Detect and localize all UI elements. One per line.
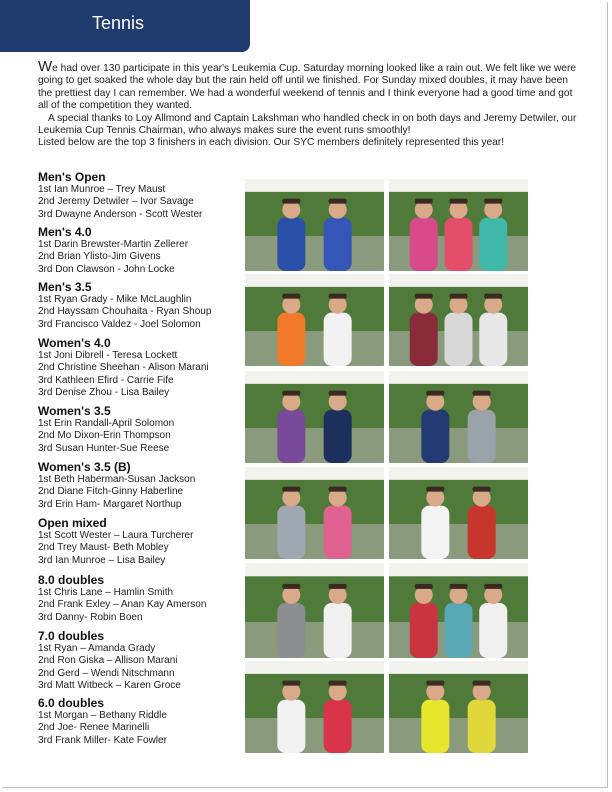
result-line: 3rd Francisco Valdez - Joel Solomon bbox=[38, 318, 201, 330]
result-line: 2nd Christine Sheehan - Alison Marani bbox=[38, 362, 209, 374]
result-line: 2nd Frank Exley – Anan Kay Amerson bbox=[38, 599, 207, 611]
division-open-mixed bbox=[38, 516, 243, 567]
result-line: 2nd Brian Ylisto-Jim Givens bbox=[38, 251, 161, 263]
division-womens-3-5 bbox=[38, 404, 243, 455]
division-6-0-doubles bbox=[38, 696, 243, 747]
division-womens-3-5-b bbox=[38, 460, 243, 511]
photo-two-women-white-red bbox=[245, 661, 384, 753]
division-7-0-doubles bbox=[38, 629, 243, 692]
result-line: 2nd Trey Maust- Beth Mobley bbox=[38, 542, 169, 554]
division-title: 7.0 doubles bbox=[38, 629, 105, 643]
result-line: 1st Ryan Grady - Mike McLaughlin bbox=[38, 294, 192, 305]
result-line: 1st Joni Dibrell - Teresa Lockett bbox=[38, 350, 178, 361]
result-line: 3rd Ian Munroe – Lisa Bailey bbox=[38, 554, 166, 566]
photo-three-men-under-awning bbox=[389, 274, 528, 366]
division-title: Women's 3.5 (B) bbox=[38, 460, 131, 474]
result-line: 3rd Danny- Robin Boen bbox=[38, 611, 143, 623]
division-title: Men's 4.0 bbox=[38, 225, 92, 239]
result-line: 3rd Dwayne Anderson - Scott Wester bbox=[38, 208, 203, 220]
section-header bbox=[0, 0, 250, 52]
result-line: 3rd Susan Hunter-Sue Reese bbox=[38, 442, 170, 454]
division-title: Men's 3.5 bbox=[38, 280, 92, 294]
division-mens-3-5 bbox=[38, 280, 243, 331]
intro-paragraph-2: A special thanks to Loy Allmond and Captain Lakshman who handled check in on both days and Jeremy Detwiler, our Leukemia Cup Tennis Chairman, who always makes sure the event runs smoothly! bbox=[38, 112, 577, 137]
result-line: 2nd Hayssam Chouhaita - Ryan Shoup bbox=[38, 306, 212, 318]
division-title: Women's 4.0 bbox=[38, 336, 111, 350]
result-line: 1st Scott Wester – Laura Turcherer bbox=[38, 530, 194, 541]
photo-two-men-navy-grey bbox=[389, 371, 528, 463]
result-line: 2nd Diane Fitch-Ginny Haberline bbox=[38, 486, 184, 498]
result-line: 1st Beth Haberman-Susan Jackson bbox=[38, 474, 196, 485]
photo-three-women-pink-teal bbox=[389, 179, 528, 271]
section-title: Tennis bbox=[92, 13, 145, 33]
result-line: 2nd Gerd – Wendi Nitschmann bbox=[38, 667, 175, 679]
result-line: 3rd Erin Ham- Margaret Northup bbox=[38, 498, 182, 510]
division-mens-open bbox=[38, 170, 243, 221]
result-line: 3rd Don Clawson - John Locke bbox=[38, 263, 175, 275]
division-title: 6.0 doubles bbox=[38, 696, 105, 710]
result-line: 1st Chris Lane – Hamlin Smith bbox=[38, 587, 174, 598]
result-line: 2nd Mo Dixon-Erin Thompson bbox=[38, 430, 171, 442]
photo-two-women-yellow bbox=[389, 661, 528, 753]
division-mens-4-0 bbox=[38, 225, 243, 276]
result-line: 1st Morgan – Bethany Riddle bbox=[38, 710, 167, 721]
result-line: 2nd Joe- Renee Marinelli bbox=[38, 722, 150, 734]
result-line: 1st Ian Munroe – Trey Maust bbox=[38, 184, 166, 195]
division-8-0-doubles bbox=[38, 573, 243, 624]
result-line: 3rd Frank Miller- Kate Fowler bbox=[38, 734, 167, 746]
result-line: 2nd Jeremy Detwiler – Ivor Savage bbox=[38, 196, 194, 208]
intro-text bbox=[38, 58, 580, 150]
division-title: Men's Open bbox=[38, 170, 106, 184]
photo-two-players-grey-white bbox=[245, 563, 384, 658]
result-line: 3rd Denise Zhou - Lisa Bailey bbox=[38, 386, 170, 398]
result-line: 3rd Kathleen Efird - Carrie Fife bbox=[38, 374, 174, 386]
photo-woman-and-man-purple-navy bbox=[245, 371, 384, 463]
result-line: 1st Darin Brewster-Martin Zellerer bbox=[38, 239, 189, 250]
photo-three-women-red-teal-white bbox=[389, 563, 528, 658]
photo-two-players-orange-white bbox=[245, 274, 384, 366]
division-title: 8.0 doubles bbox=[38, 573, 105, 587]
photo-two-men-white-red bbox=[389, 467, 528, 559]
result-line: 1st Ryan – Amanda Grady bbox=[38, 643, 156, 654]
photo-two-women-blue-shirts bbox=[245, 179, 384, 271]
division-title: Open mixed bbox=[38, 516, 107, 530]
result-line: 2nd Ron Giska – Allison Marani bbox=[38, 655, 178, 667]
intro-paragraph-1: We had over 130 participate in this year's Leukemia Cup. Saturday morning looked like a rain out. We felt like we were going to get soaked the whole day but the rain held off until we finished. For Sunday mixed doubles, it may have been the prettiest day I can remember. We had a wonderful weekend of tennis and I think everyone had a good time and got all of the competition they wanted. bbox=[38, 58, 577, 112]
photo-man-and-woman-pink-outdoor bbox=[245, 467, 384, 559]
result-line: 1st Erin Randall-April Solomon bbox=[38, 418, 175, 429]
result-line: 3rd Matt Witbeck – Karen Groce bbox=[38, 679, 181, 691]
division-title: Women's 3.5 bbox=[38, 404, 111, 418]
intro-paragraph-3: Listed below are the top 3 finishers in each division. Our SYC members definitely represented this year! bbox=[38, 137, 505, 149]
division-womens-4-0 bbox=[38, 336, 243, 399]
